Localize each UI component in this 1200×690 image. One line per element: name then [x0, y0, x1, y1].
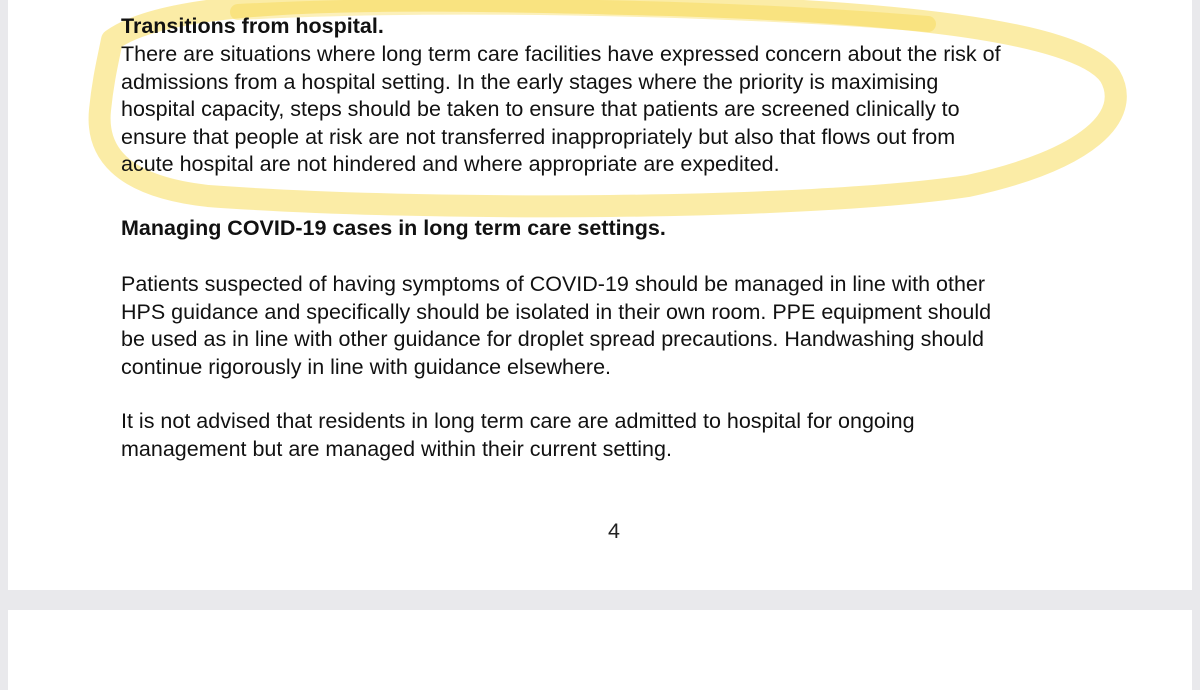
text-line: continue rigorously in line with guidance elsewhere.	[121, 354, 612, 379]
page-number: 4	[608, 519, 620, 543]
text-line: admissions from a hospital setting. In the early stages where the priority is maximising	[121, 69, 939, 94]
text-line: There are situations where long term care facilities have expressed concern about the risk of	[121, 42, 1001, 66]
text-line: Patients suspected of having symptoms of COVID-19 should be managed in line with other	[121, 272, 986, 296]
text-line: ensure that people at risk are not transferred inappropriately but also that flows out from	[121, 124, 956, 149]
text-line: HPS guidance and specifically should be isolated in their own room. PPE equipment should	[121, 299, 992, 324]
text-line: be used as in line with other guidance for droplet spread precautions. Handwashing should	[121, 327, 984, 351]
text-line: management but are managed within their current setting.	[121, 436, 672, 461]
section-heading-transitions: Transitions from hospital.	[121, 14, 384, 38]
section-heading-managing-covid: Managing COVID-19 cases in long term care settings.	[121, 216, 666, 240]
document-page	[8, 0, 1192, 590]
section1-paragraph	[121, 41, 1001, 179]
text-line: acute hospital are not hindered and where appropriate are expedited.	[121, 152, 780, 176]
covid-management-paragraph	[121, 271, 991, 381]
next-document-page	[8, 610, 1192, 690]
hospital-admission-paragraph	[121, 408, 915, 463]
text-line: hospital capacity, steps should be taken to ensure that patients are screened clinically to	[121, 97, 960, 121]
text-line: It is not advised that residents in long term care are admitted to hospital for ongoing	[121, 409, 915, 433]
